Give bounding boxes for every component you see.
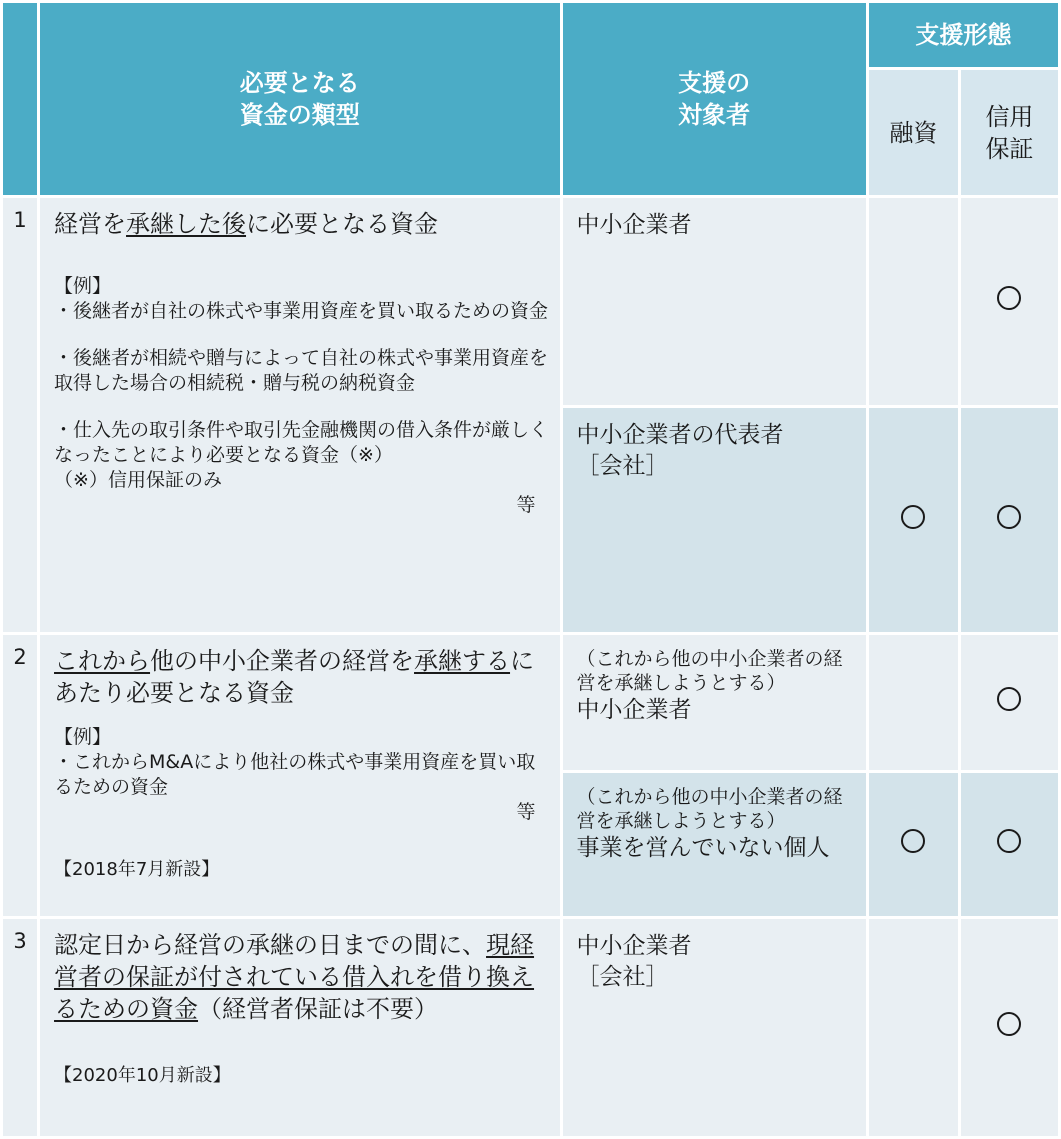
examples xyxy=(54,274,549,518)
etc-mark: 等 xyxy=(516,494,536,517)
example-note: （※）信用保証のみ xyxy=(54,469,222,492)
circle-mark-icon xyxy=(997,829,1021,853)
title-underlined: これから xyxy=(54,646,151,675)
target-cell xyxy=(563,635,866,770)
title-underlined: 承継した後 xyxy=(126,210,247,239)
target-note: （これから他の中小企業者の経営を承継しようとする） xyxy=(576,647,843,694)
header-fund-type xyxy=(40,3,559,195)
guarantee-mark xyxy=(961,198,1058,405)
header-target-line1: 支援の xyxy=(678,69,751,98)
new-label: 【2020年10月新設】 xyxy=(54,1064,231,1086)
target-note: （これから他の中小企業者の経営を承継しようとする） xyxy=(576,785,843,832)
guarantee-mark xyxy=(961,773,1058,916)
title-part: にあたり必要となる資金 xyxy=(54,646,535,707)
row-number: 2 xyxy=(3,635,37,916)
example-label: 【例】 xyxy=(54,275,112,298)
header-fund-type-line2: 資金の類型 xyxy=(239,101,360,130)
guarantee-mark xyxy=(961,408,1058,631)
example-item: ・後継者が自社の株式や事業用資産を買い取るための資金 xyxy=(54,300,549,323)
header-guarantee-line1: 信用 xyxy=(985,102,1034,131)
header-target xyxy=(563,3,866,195)
example-item: ・仕入先の取引条件や取引先金融機関の借入条件が厳しくなったことにより必要となる資金（※） xyxy=(54,419,549,467)
example-label: 【例】 xyxy=(54,725,112,748)
example-item: ・後継者が相続や贈与によって自社の株式や事業用資産を取得した場合の相続税・贈与税の納税資金 xyxy=(54,347,549,395)
header-fund-type-line1: 必要となる xyxy=(239,69,360,98)
fund-type-cell xyxy=(40,919,559,1136)
fund-type-cell xyxy=(40,198,559,632)
title-part: （経営者保証は不要） xyxy=(198,994,439,1023)
circle-mark-icon xyxy=(901,505,925,529)
fund-type-cell xyxy=(40,635,559,916)
target-cell: 中小企業者の代表者 ［会社］ xyxy=(563,408,866,631)
title-part: 経営を xyxy=(54,210,127,239)
fund-type-title xyxy=(54,208,549,240)
target-cell: 中小企業者 xyxy=(563,198,866,405)
loan-mark xyxy=(869,408,958,631)
header-guarantee-line2: 保証 xyxy=(985,134,1034,163)
title-underlined: 承継する xyxy=(414,646,511,675)
circle-mark-icon xyxy=(997,286,1021,310)
header-loan: 融資 xyxy=(869,70,958,195)
title-part: 認定日から経営の承継の日までの間に、 xyxy=(54,930,487,959)
etc-mark: 等 xyxy=(516,800,536,823)
target-cell xyxy=(563,773,866,916)
title-part: に必要となる資金 xyxy=(246,210,439,239)
target-text: 事業を営んでいない個人 xyxy=(576,834,830,861)
circle-mark-icon xyxy=(997,1012,1021,1036)
row-number: 3 xyxy=(3,919,37,1136)
loan-mark xyxy=(869,635,958,770)
circle-mark-icon xyxy=(997,505,1021,529)
examples xyxy=(54,725,549,825)
new-label: 【2018年7月新設】 xyxy=(54,858,220,880)
loan-mark xyxy=(869,198,958,405)
header-guarantee xyxy=(961,70,1058,195)
title-underlined: 現経営者の保証が付されている借入れを借り換えるための資金 xyxy=(54,930,535,1023)
header-target-line2: 対象者 xyxy=(678,101,751,130)
fund-type-title xyxy=(54,645,549,709)
loan-mark xyxy=(869,773,958,916)
target-text: 中小企業者 xyxy=(576,696,692,723)
row-number: 1 xyxy=(3,198,37,632)
header-support-form: 支援形態 xyxy=(869,3,1058,67)
guarantee-mark xyxy=(961,919,1058,1136)
fund-type-title xyxy=(54,929,549,1025)
target-cell: 中小企業者 ［会社］ xyxy=(563,919,866,1136)
title-part: 他の中小企業者の経営を xyxy=(150,646,415,675)
circle-mark-icon xyxy=(997,687,1021,711)
circle-mark-icon xyxy=(901,829,925,853)
header-number-cell xyxy=(3,3,37,195)
loan-mark xyxy=(869,919,958,1136)
example-item: ・これからM&Aにより他社の株式や事業用資産を買い取るための資金 xyxy=(54,750,536,798)
guarantee-mark xyxy=(961,635,1058,770)
